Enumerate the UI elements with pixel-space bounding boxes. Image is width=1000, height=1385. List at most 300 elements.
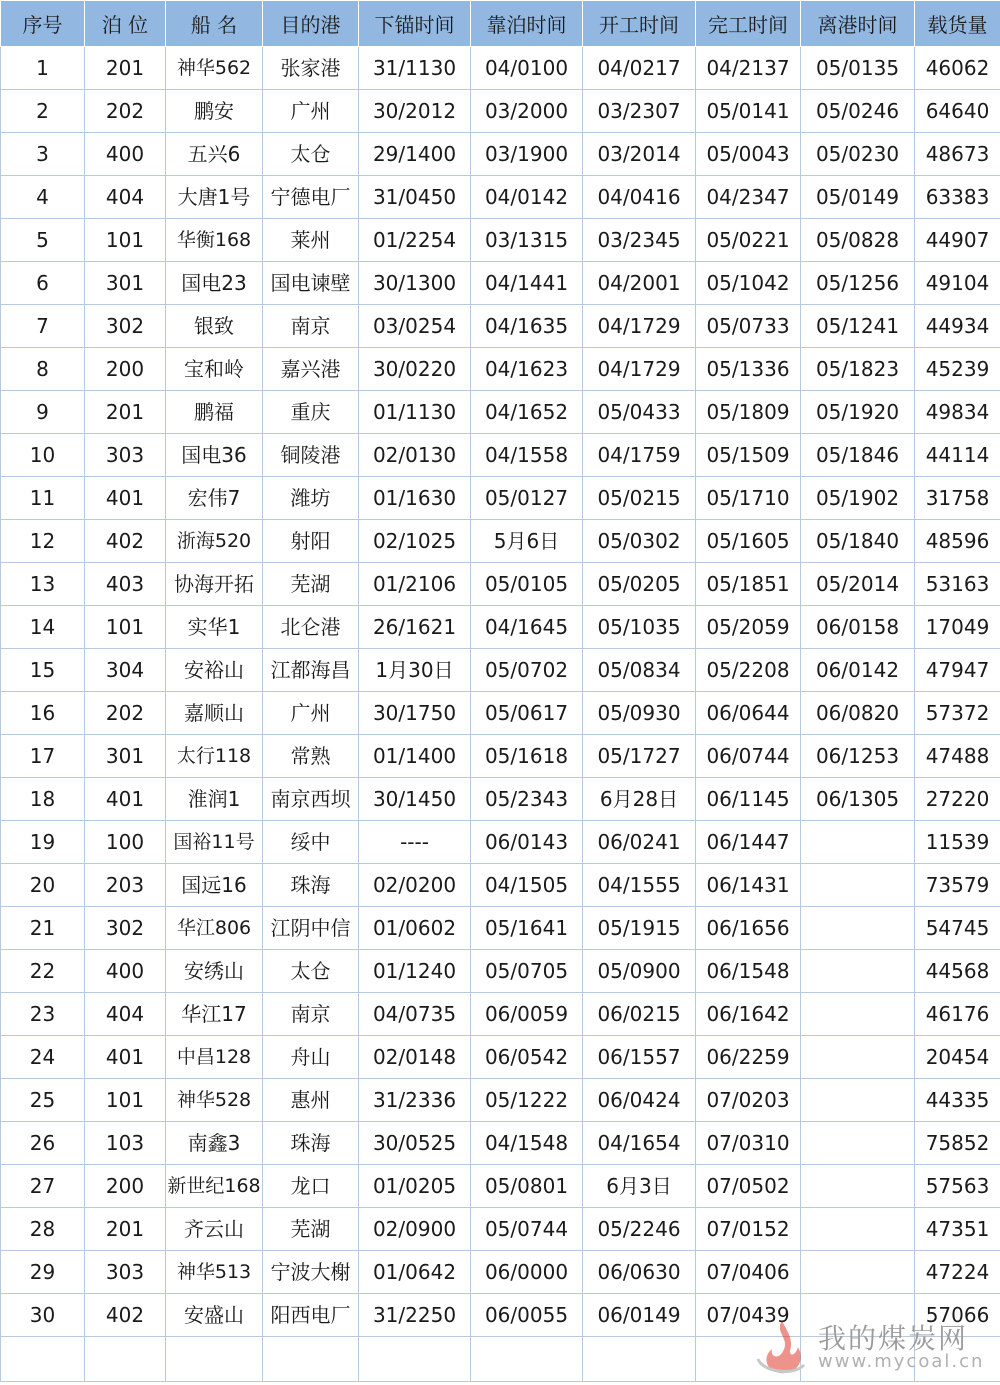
cell-finish-time[interactable]: 05/1336 <box>696 348 801 391</box>
cell-anchor-time[interactable]: 30/0220 <box>359 348 471 391</box>
cell-berthing-time[interactable]: 06/0542 <box>471 1036 583 1079</box>
cell-ship-name[interactable]: 宝和岭 <box>166 348 263 391</box>
cell-anchor-time[interactable]: 30/1300 <box>359 262 471 305</box>
cell-departure-time[interactable]: 05/1920 <box>801 391 915 434</box>
cell-destination[interactable]: 江阴中信 <box>263 907 359 950</box>
cell-destination[interactable]: 嘉兴港 <box>263 348 359 391</box>
cell-anchor-time[interactable]: 1月30日 <box>359 649 471 692</box>
cell-destination[interactable]: 珠海 <box>263 1122 359 1165</box>
cell-berth[interactable]: 101 <box>85 1079 166 1122</box>
cell-departure-time[interactable] <box>801 993 915 1036</box>
cell-berth[interactable]: 201 <box>85 1208 166 1251</box>
cell-berth[interactable]: 200 <box>85 348 166 391</box>
cell-start-time[interactable]: 05/0930 <box>583 692 696 735</box>
cell-destination[interactable]: 重庆 <box>263 391 359 434</box>
cell-cargo-volume[interactable]: 44907 <box>915 219 1000 262</box>
cell-anchor-time[interactable]: 31/2250 <box>359 1294 471 1337</box>
cell-berth[interactable]: 202 <box>85 90 166 133</box>
cell-destination[interactable]: 国电谏壁 <box>263 262 359 305</box>
cell-anchor-time[interactable]: 02/0148 <box>359 1036 471 1079</box>
cell-berth[interactable]: 302 <box>85 305 166 348</box>
cell-finish-time[interactable]: 05/1710 <box>696 477 801 520</box>
cell-ship-name[interactable]: 南鑫3 <box>166 1122 263 1165</box>
cell-departure-time[interactable] <box>801 864 915 907</box>
cell-seq[interactable]: 7 <box>1 305 85 348</box>
cell-finish-time[interactable]: 07/0406 <box>696 1251 801 1294</box>
cell-ship-name[interactable]: 淮润1 <box>166 778 263 821</box>
cell-berthing-time[interactable]: 04/1441 <box>471 262 583 305</box>
cell-departure-time[interactable] <box>801 1208 915 1251</box>
cell-destination[interactable]: 宁波大榭 <box>263 1251 359 1294</box>
cell-anchor-time[interactable]: 26/1621 <box>359 606 471 649</box>
cell-destination[interactable]: 潍坊 <box>263 477 359 520</box>
cell-departure-time[interactable]: 06/1305 <box>801 778 915 821</box>
cell-finish-time[interactable]: 07/0310 <box>696 1122 801 1165</box>
header-cargo-volume[interactable]: 载货量 <box>915 1 1000 47</box>
cell-finish-time[interactable]: 05/0043 <box>696 133 801 176</box>
cell-berth[interactable]: 402 <box>85 520 166 563</box>
cell-berth[interactable]: 201 <box>85 391 166 434</box>
cell-berth[interactable]: 400 <box>85 950 166 993</box>
cell-berthing-time[interactable]: 04/0100 <box>471 47 583 90</box>
cell-finish-time[interactable]: 05/2059 <box>696 606 801 649</box>
header-berthing-time[interactable]: 靠泊时间 <box>471 1 583 47</box>
cell-seq[interactable]: 3 <box>1 133 85 176</box>
cell-destination[interactable]: 芜湖 <box>263 563 359 606</box>
cell-seq[interactable]: 13 <box>1 563 85 606</box>
cell-berthing-time[interactable]: 05/1641 <box>471 907 583 950</box>
cell-berthing-time[interactable]: 04/0142 <box>471 176 583 219</box>
cell-berth[interactable]: 301 <box>85 735 166 778</box>
cell-finish-time[interactable]: 06/0744 <box>696 735 801 778</box>
cell-ship-name[interactable]: 协海开拓 <box>166 563 263 606</box>
cell-anchor-time[interactable]: 01/0602 <box>359 907 471 950</box>
cell-ship-name[interactable]: 国电23 <box>166 262 263 305</box>
cell-seq[interactable]: 29 <box>1 1251 85 1294</box>
cell-anchor-time[interactable]: 29/1400 <box>359 133 471 176</box>
cell-berth[interactable]: 101 <box>85 219 166 262</box>
header-ship-name[interactable]: 船 名 <box>166 1 263 47</box>
cell-seq[interactable]: 21 <box>1 907 85 950</box>
cell-berth[interactable]: 401 <box>85 778 166 821</box>
cell-destination[interactable]: 惠州 <box>263 1079 359 1122</box>
cell-destination[interactable]: 北仑港 <box>263 606 359 649</box>
cell-ship-name[interactable]: 华江806 <box>166 907 263 950</box>
cell-seq[interactable]: 15 <box>1 649 85 692</box>
cell-finish-time[interactable]: 04/2137 <box>696 47 801 90</box>
cell-anchor-time[interactable]: 01/0642 <box>359 1251 471 1294</box>
cell-start-time[interactable]: 05/0900 <box>583 950 696 993</box>
cell-ship-name[interactable]: 新世纪168 <box>166 1165 263 1208</box>
cell-seq[interactable]: 2 <box>1 90 85 133</box>
cell-cargo-volume[interactable]: 73579 <box>915 864 1000 907</box>
cell-departure-time[interactable]: 06/0820 <box>801 692 915 735</box>
cell-berthing-time[interactable]: 05/0705 <box>471 950 583 993</box>
cell-berth[interactable]: 401 <box>85 1036 166 1079</box>
cell-cargo-volume[interactable]: 57372 <box>915 692 1000 735</box>
blank-cell[interactable] <box>85 1337 166 1382</box>
cell-departure-time[interactable]: 05/1840 <box>801 520 915 563</box>
cell-cargo-volume[interactable]: 53163 <box>915 563 1000 606</box>
cell-start-time[interactable]: 6月3日 <box>583 1165 696 1208</box>
cell-cargo-volume[interactable]: 64640 <box>915 90 1000 133</box>
cell-finish-time[interactable]: 06/1656 <box>696 907 801 950</box>
cell-cargo-volume[interactable]: 47224 <box>915 1251 1000 1294</box>
cell-cargo-volume[interactable]: 44934 <box>915 305 1000 348</box>
cell-finish-time[interactable]: 05/1509 <box>696 434 801 477</box>
cell-departure-time[interactable]: 05/0246 <box>801 90 915 133</box>
cell-berthing-time[interactable]: 05/1618 <box>471 735 583 778</box>
cell-seq[interactable]: 16 <box>1 692 85 735</box>
cell-berth[interactable]: 301 <box>85 262 166 305</box>
cell-departure-time[interactable]: 05/2014 <box>801 563 915 606</box>
cell-finish-time[interactable]: 05/1809 <box>696 391 801 434</box>
cell-cargo-volume[interactable]: 48596 <box>915 520 1000 563</box>
cell-ship-name[interactable]: 国远16 <box>166 864 263 907</box>
cell-berthing-time[interactable]: 06/0000 <box>471 1251 583 1294</box>
cell-berthing-time[interactable]: 03/1315 <box>471 219 583 262</box>
cell-berth[interactable]: 400 <box>85 133 166 176</box>
cell-anchor-time[interactable]: 30/1750 <box>359 692 471 735</box>
cell-departure-time[interactable] <box>801 907 915 950</box>
cell-anchor-time[interactable]: 31/0450 <box>359 176 471 219</box>
cell-ship-name[interactable]: 浙海520 <box>166 520 263 563</box>
cell-seq[interactable]: 11 <box>1 477 85 520</box>
cell-cargo-volume[interactable]: 57563 <box>915 1165 1000 1208</box>
cell-anchor-time[interactable]: 01/1630 <box>359 477 471 520</box>
cell-anchor-time[interactable]: 04/0735 <box>359 993 471 1036</box>
cell-destination[interactable]: 芜湖 <box>263 1208 359 1251</box>
cell-berth[interactable]: 201 <box>85 47 166 90</box>
cell-anchor-time[interactable]: 31/1130 <box>359 47 471 90</box>
cell-cargo-volume[interactable]: 75852 <box>915 1122 1000 1165</box>
cell-destination[interactable]: 舟山 <box>263 1036 359 1079</box>
cell-departure-time[interactable] <box>801 821 915 864</box>
cell-cargo-volume[interactable]: 47488 <box>915 735 1000 778</box>
cell-berthing-time[interactable]: 04/1623 <box>471 348 583 391</box>
cell-anchor-time[interactable]: 01/2106 <box>359 563 471 606</box>
blank-cell[interactable] <box>166 1337 263 1382</box>
cell-anchor-time[interactable]: 02/0130 <box>359 434 471 477</box>
cell-ship-name[interactable]: 大唐1号 <box>166 176 263 219</box>
cell-destination[interactable]: 阳西电厂 <box>263 1294 359 1337</box>
cell-cargo-volume[interactable]: 48673 <box>915 133 1000 176</box>
cell-start-time[interactable]: 03/2345 <box>583 219 696 262</box>
cell-ship-name[interactable]: 安绣山 <box>166 950 263 993</box>
cell-finish-time[interactable]: 06/1642 <box>696 993 801 1036</box>
cell-departure-time[interactable] <box>801 1079 915 1122</box>
cell-berth[interactable]: 404 <box>85 993 166 1036</box>
cell-finish-time[interactable]: 05/2208 <box>696 649 801 692</box>
cell-seq[interactable]: 4 <box>1 176 85 219</box>
cell-destination[interactable]: 太仓 <box>263 950 359 993</box>
cell-seq[interactable]: 9 <box>1 391 85 434</box>
cell-berth[interactable]: 304 <box>85 649 166 692</box>
cell-departure-time[interactable]: 05/1846 <box>801 434 915 477</box>
cell-finish-time[interactable]: 05/1605 <box>696 520 801 563</box>
cell-seq[interactable]: 19 <box>1 821 85 864</box>
cell-anchor-time[interactable]: 31/2336 <box>359 1079 471 1122</box>
cell-start-time[interactable]: 04/1654 <box>583 1122 696 1165</box>
cell-start-time[interactable]: 04/2001 <box>583 262 696 305</box>
cell-cargo-volume[interactable]: 47947 <box>915 649 1000 692</box>
cell-cargo-volume[interactable]: 31758 <box>915 477 1000 520</box>
cell-seq[interactable]: 24 <box>1 1036 85 1079</box>
cell-ship-name[interactable]: 宏伟7 <box>166 477 263 520</box>
cell-anchor-time[interactable]: 02/0900 <box>359 1208 471 1251</box>
cell-ship-name[interactable]: 安盛山 <box>166 1294 263 1337</box>
cell-destination[interactable]: 莱州 <box>263 219 359 262</box>
cell-destination[interactable]: 常熟 <box>263 735 359 778</box>
cell-start-time[interactable]: 03/2014 <box>583 133 696 176</box>
cell-seq[interactable]: 5 <box>1 219 85 262</box>
cell-berthing-time[interactable]: 04/1652 <box>471 391 583 434</box>
cell-berth[interactable]: 202 <box>85 692 166 735</box>
cell-destination[interactable]: 南京 <box>263 305 359 348</box>
cell-ship-name[interactable]: 鹏福 <box>166 391 263 434</box>
cell-berthing-time[interactable]: 5月6日 <box>471 520 583 563</box>
cell-seq[interactable]: 30 <box>1 1294 85 1337</box>
cell-seq[interactable]: 8 <box>1 348 85 391</box>
cell-destination[interactable]: 宁德电厂 <box>263 176 359 219</box>
cell-cargo-volume[interactable]: 46176 <box>915 993 1000 1036</box>
cell-finish-time[interactable]: 05/0141 <box>696 90 801 133</box>
cell-start-time[interactable]: 05/0302 <box>583 520 696 563</box>
header-anchor-time[interactable]: 下锚时间 <box>359 1 471 47</box>
cell-berthing-time[interactable]: 06/0143 <box>471 821 583 864</box>
cell-cargo-volume[interactable]: 49834 <box>915 391 1000 434</box>
cell-seq[interactable]: 17 <box>1 735 85 778</box>
cell-destination[interactable]: 广州 <box>263 90 359 133</box>
cell-departure-time[interactable]: 05/1823 <box>801 348 915 391</box>
cell-start-time[interactable]: 04/1729 <box>583 348 696 391</box>
cell-anchor-time[interactable]: 01/1400 <box>359 735 471 778</box>
cell-anchor-time[interactable]: ---- <box>359 821 471 864</box>
cell-ship-name[interactable]: 五兴6 <box>166 133 263 176</box>
cell-destination[interactable]: 江都海昌 <box>263 649 359 692</box>
cell-ship-name[interactable]: 安裕山 <box>166 649 263 692</box>
cell-finish-time[interactable]: 06/1431 <box>696 864 801 907</box>
cell-ship-name[interactable]: 中昌128 <box>166 1036 263 1079</box>
cell-berth[interactable]: 404 <box>85 176 166 219</box>
cell-seq[interactable]: 27 <box>1 1165 85 1208</box>
cell-cargo-volume[interactable]: 57066 <box>915 1294 1000 1337</box>
cell-start-time[interactable]: 03/2307 <box>583 90 696 133</box>
cell-finish-time[interactable]: 05/0733 <box>696 305 801 348</box>
cell-start-time[interactable]: 05/0433 <box>583 391 696 434</box>
cell-berthing-time[interactable]: 04/1635 <box>471 305 583 348</box>
cell-cargo-volume[interactable]: 44568 <box>915 950 1000 993</box>
cell-cargo-volume[interactable]: 49104 <box>915 262 1000 305</box>
cell-berthing-time[interactable]: 03/1900 <box>471 133 583 176</box>
cell-anchor-time[interactable]: 01/1240 <box>359 950 471 993</box>
cell-departure-time[interactable] <box>801 1251 915 1294</box>
cell-finish-time[interactable]: 06/2259 <box>696 1036 801 1079</box>
cell-start-time[interactable]: 05/0834 <box>583 649 696 692</box>
cell-seq[interactable]: 20 <box>1 864 85 907</box>
cell-start-time[interactable]: 04/1759 <box>583 434 696 477</box>
cell-berthing-time[interactable]: 05/1222 <box>471 1079 583 1122</box>
cell-finish-time[interactable]: 06/1447 <box>696 821 801 864</box>
cell-seq[interactable]: 10 <box>1 434 85 477</box>
cell-finish-time[interactable]: 04/2347 <box>696 176 801 219</box>
blank-cell[interactable] <box>1 1337 85 1382</box>
cell-seq[interactable]: 12 <box>1 520 85 563</box>
cell-ship-name[interactable]: 鹏安 <box>166 90 263 133</box>
cell-cargo-volume[interactable]: 11539 <box>915 821 1000 864</box>
cell-ship-name[interactable]: 神华562 <box>166 47 263 90</box>
cell-anchor-time[interactable]: 02/1025 <box>359 520 471 563</box>
cell-berth[interactable]: 101 <box>85 606 166 649</box>
cell-ship-name[interactable]: 嘉顺山 <box>166 692 263 735</box>
cell-destination[interactable]: 射阳 <box>263 520 359 563</box>
cell-start-time[interactable]: 06/1557 <box>583 1036 696 1079</box>
cell-finish-time[interactable]: 06/0644 <box>696 692 801 735</box>
cell-finish-time[interactable]: 07/0152 <box>696 1208 801 1251</box>
cell-ship-name[interactable]: 华江17 <box>166 993 263 1036</box>
cell-departure-time[interactable]: 05/1902 <box>801 477 915 520</box>
cell-departure-time[interactable]: 06/0142 <box>801 649 915 692</box>
cell-departure-time[interactable]: 06/1253 <box>801 735 915 778</box>
blank-cell[interactable] <box>471 1337 583 1382</box>
cell-anchor-time[interactable]: 30/0525 <box>359 1122 471 1165</box>
cell-start-time[interactable]: 05/1035 <box>583 606 696 649</box>
cell-berth[interactable]: 401 <box>85 477 166 520</box>
cell-cargo-volume[interactable]: 63383 <box>915 176 1000 219</box>
cell-start-time[interactable]: 06/0630 <box>583 1251 696 1294</box>
blank-cell[interactable] <box>359 1337 471 1382</box>
cell-start-time[interactable]: 06/0215 <box>583 993 696 1036</box>
cell-berth[interactable]: 200 <box>85 1165 166 1208</box>
cell-seq[interactable]: 26 <box>1 1122 85 1165</box>
cell-finish-time[interactable]: 05/0221 <box>696 219 801 262</box>
cell-departure-time[interactable]: 05/1241 <box>801 305 915 348</box>
cell-berthing-time[interactable]: 05/0127 <box>471 477 583 520</box>
cell-start-time[interactable]: 04/1729 <box>583 305 696 348</box>
cell-ship-name[interactable]: 国电36 <box>166 434 263 477</box>
cell-destination[interactable]: 南京 <box>263 993 359 1036</box>
cell-cargo-volume[interactable]: 27220 <box>915 778 1000 821</box>
cell-berth[interactable]: 303 <box>85 434 166 477</box>
cell-berth[interactable]: 100 <box>85 821 166 864</box>
cell-destination[interactable]: 太仓 <box>263 133 359 176</box>
cell-anchor-time[interactable]: 03/0254 <box>359 305 471 348</box>
cell-cargo-volume[interactable]: 46062 <box>915 47 1000 90</box>
cell-berthing-time[interactable]: 04/1645 <box>471 606 583 649</box>
cell-start-time[interactable]: 06/0149 <box>583 1294 696 1337</box>
cell-anchor-time[interactable]: 30/1450 <box>359 778 471 821</box>
cell-destination[interactable]: 铜陵港 <box>263 434 359 477</box>
cell-seq[interactable]: 28 <box>1 1208 85 1251</box>
cell-departure-time[interactable]: 05/0230 <box>801 133 915 176</box>
cell-start-time[interactable]: 6月28日 <box>583 778 696 821</box>
cell-cargo-volume[interactable]: 47351 <box>915 1208 1000 1251</box>
cell-departure-time[interactable] <box>801 950 915 993</box>
cell-berth[interactable]: 203 <box>85 864 166 907</box>
cell-departure-time[interactable] <box>801 1036 915 1079</box>
header-seq[interactable]: 序号 <box>1 1 85 47</box>
cell-start-time[interactable]: 04/0217 <box>583 47 696 90</box>
cell-berthing-time[interactable]: 06/0059 <box>471 993 583 1036</box>
header-departure-time[interactable]: 离港时间 <box>801 1 915 47</box>
cell-berthing-time[interactable]: 05/0801 <box>471 1165 583 1208</box>
header-finish-time[interactable]: 完工时间 <box>696 1 801 47</box>
cell-berth[interactable]: 403 <box>85 563 166 606</box>
cell-departure-time[interactable] <box>801 1165 915 1208</box>
cell-berthing-time[interactable]: 04/1505 <box>471 864 583 907</box>
cell-start-time[interactable]: 04/1555 <box>583 864 696 907</box>
cell-ship-name[interactable]: 神华528 <box>166 1079 263 1122</box>
cell-seq[interactable]: 6 <box>1 262 85 305</box>
cell-seq[interactable]: 18 <box>1 778 85 821</box>
cell-cargo-volume[interactable]: 44335 <box>915 1079 1000 1122</box>
cell-berth[interactable]: 303 <box>85 1251 166 1294</box>
cell-berthing-time[interactable]: 05/0744 <box>471 1208 583 1251</box>
cell-finish-time[interactable]: 06/1548 <box>696 950 801 993</box>
cell-berthing-time[interactable]: 05/0617 <box>471 692 583 735</box>
cell-anchor-time[interactable]: 02/0200 <box>359 864 471 907</box>
cell-cargo-volume[interactable]: 44114 <box>915 434 1000 477</box>
cell-berth[interactable]: 402 <box>85 1294 166 1337</box>
cell-start-time[interactable]: 05/1727 <box>583 735 696 778</box>
cell-cargo-volume[interactable]: 17049 <box>915 606 1000 649</box>
cell-start-time[interactable]: 05/0215 <box>583 477 696 520</box>
cell-berthing-time[interactable]: 04/1558 <box>471 434 583 477</box>
cell-finish-time[interactable]: 07/0203 <box>696 1079 801 1122</box>
blank-cell[interactable] <box>583 1337 696 1382</box>
cell-berthing-time[interactable]: 05/2343 <box>471 778 583 821</box>
cell-destination[interactable]: 南京西坝 <box>263 778 359 821</box>
cell-berth[interactable]: 302 <box>85 907 166 950</box>
cell-destination[interactable]: 张家港 <box>263 47 359 90</box>
cell-destination[interactable]: 珠海 <box>263 864 359 907</box>
cell-cargo-volume[interactable]: 20454 <box>915 1036 1000 1079</box>
cell-departure-time[interactable]: 05/0135 <box>801 47 915 90</box>
cell-anchor-time[interactable]: 01/1130 <box>359 391 471 434</box>
cell-berthing-time[interactable]: 06/0055 <box>471 1294 583 1337</box>
cell-start-time[interactable]: 04/0416 <box>583 176 696 219</box>
cell-start-time[interactable]: 05/0205 <box>583 563 696 606</box>
cell-seq[interactable]: 14 <box>1 606 85 649</box>
cell-departure-time[interactable] <box>801 1122 915 1165</box>
cell-start-time[interactable]: 05/1915 <box>583 907 696 950</box>
cell-departure-time[interactable]: 06/0158 <box>801 606 915 649</box>
cell-seq[interactable]: 25 <box>1 1079 85 1122</box>
cell-start-time[interactable]: 06/0241 <box>583 821 696 864</box>
cell-ship-name[interactable]: 银致 <box>166 305 263 348</box>
cell-destination[interactable]: 广州 <box>263 692 359 735</box>
header-start-time[interactable]: 开工时间 <box>583 1 696 47</box>
cell-ship-name[interactable]: 齐云山 <box>166 1208 263 1251</box>
cell-departure-time[interactable]: 05/0149 <box>801 176 915 219</box>
cell-start-time[interactable]: 06/0424 <box>583 1079 696 1122</box>
cell-berthing-time[interactable]: 05/0702 <box>471 649 583 692</box>
cell-ship-name[interactable]: 国裕11号 <box>166 821 263 864</box>
header-berth[interactable]: 泊 位 <box>85 1 166 47</box>
cell-cargo-volume[interactable]: 54745 <box>915 907 1000 950</box>
cell-finish-time[interactable]: 05/1851 <box>696 563 801 606</box>
cell-departure-time[interactable]: 05/0828 <box>801 219 915 262</box>
cell-finish-time[interactable]: 07/0502 <box>696 1165 801 1208</box>
cell-ship-name[interactable]: 神华513 <box>166 1251 263 1294</box>
cell-ship-name[interactable]: 太行118 <box>166 735 263 778</box>
cell-destination[interactable]: 龙口 <box>263 1165 359 1208</box>
cell-anchor-time[interactable]: 01/0205 <box>359 1165 471 1208</box>
cell-finish-time[interactable]: 07/0439 <box>696 1294 801 1337</box>
cell-berthing-time[interactable]: 04/1548 <box>471 1122 583 1165</box>
cell-seq[interactable]: 22 <box>1 950 85 993</box>
blank-cell[interactable] <box>263 1337 359 1382</box>
